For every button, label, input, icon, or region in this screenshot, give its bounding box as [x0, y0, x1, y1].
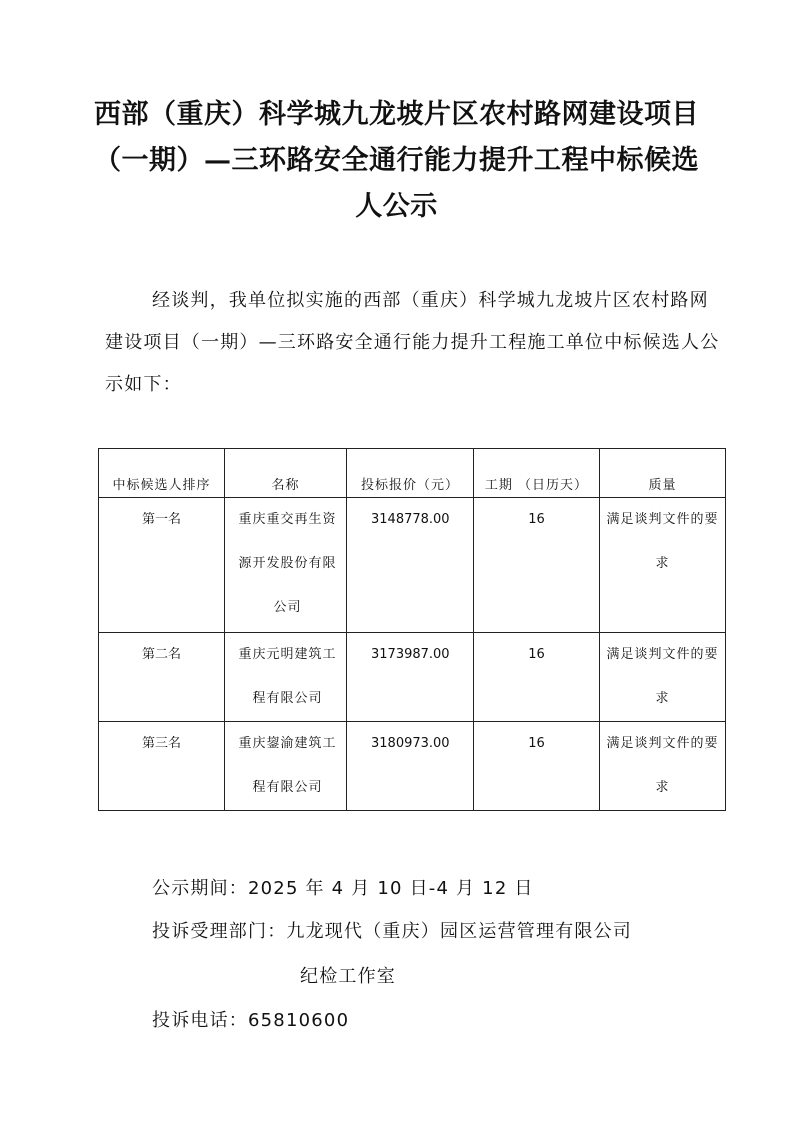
- cell-price: 3180973.00: [347, 722, 474, 811]
- header-rank: 中标候选人排序: [99, 449, 225, 498]
- header-quality: 质量: [600, 449, 726, 498]
- cell-rank: 第二名: [99, 633, 225, 722]
- header-name: 名称: [225, 449, 347, 498]
- cell-quality: 满足谈判文件的要求: [600, 498, 726, 633]
- table-row: [99, 633, 726, 722]
- cell-rank: 第一名: [99, 498, 225, 633]
- title-line-1: 西部（重庆）科学城九龙坡片区农村路网建设项目: [94, 99, 699, 130]
- intro-paragraph: 经谈判，我单位拟实施的西部（重庆）科学城九龙坡片区农村路网建设项目（一期）—三环路安全通行能力提升工程施工单位中标候选人公示如下：: [105, 290, 720, 395]
- table-row: [99, 498, 726, 633]
- cell-quality: 满足谈判文件的要求: [600, 722, 726, 811]
- candidates-table: [98, 448, 726, 811]
- cell-name: 重庆元明建筑工程有限公司: [225, 633, 347, 722]
- table-row: [99, 722, 726, 811]
- cell-period: 16: [474, 633, 600, 722]
- cell-name: 重庆鋆渝建筑工程有限公司: [225, 722, 347, 811]
- complaint-department-office: 纪检工作室: [300, 966, 396, 987]
- notice-title: [72, 92, 721, 230]
- cell-name: 重庆重交再生资源开发股份有限公司: [225, 498, 347, 633]
- complaint-phone: 投诉电话：65810600: [152, 1010, 350, 1031]
- title-line-3: 人公示: [355, 191, 438, 222]
- cell-period: 16: [474, 722, 600, 811]
- cell-period: 16: [474, 498, 600, 633]
- cell-price: 3173987.00: [347, 633, 474, 722]
- table-header-row: [99, 449, 726, 498]
- complaint-department: 投诉受理部门：九龙现代（重庆）园区运营管理有限公司: [152, 921, 632, 942]
- title-line-2: （一期）—三环路安全通行能力提升工程中标候选: [94, 145, 699, 176]
- cell-price: 3148778.00: [347, 498, 474, 633]
- publicity-period: 公示期间：2025 年 4 月 10 日-4 月 12 日: [152, 878, 534, 899]
- cell-quality: 满足谈判文件的要求: [600, 633, 726, 722]
- header-price: 投标报价（元）: [347, 449, 474, 498]
- header-period: 工期 （日历天）: [474, 449, 600, 498]
- cell-rank: 第三名: [99, 722, 225, 811]
